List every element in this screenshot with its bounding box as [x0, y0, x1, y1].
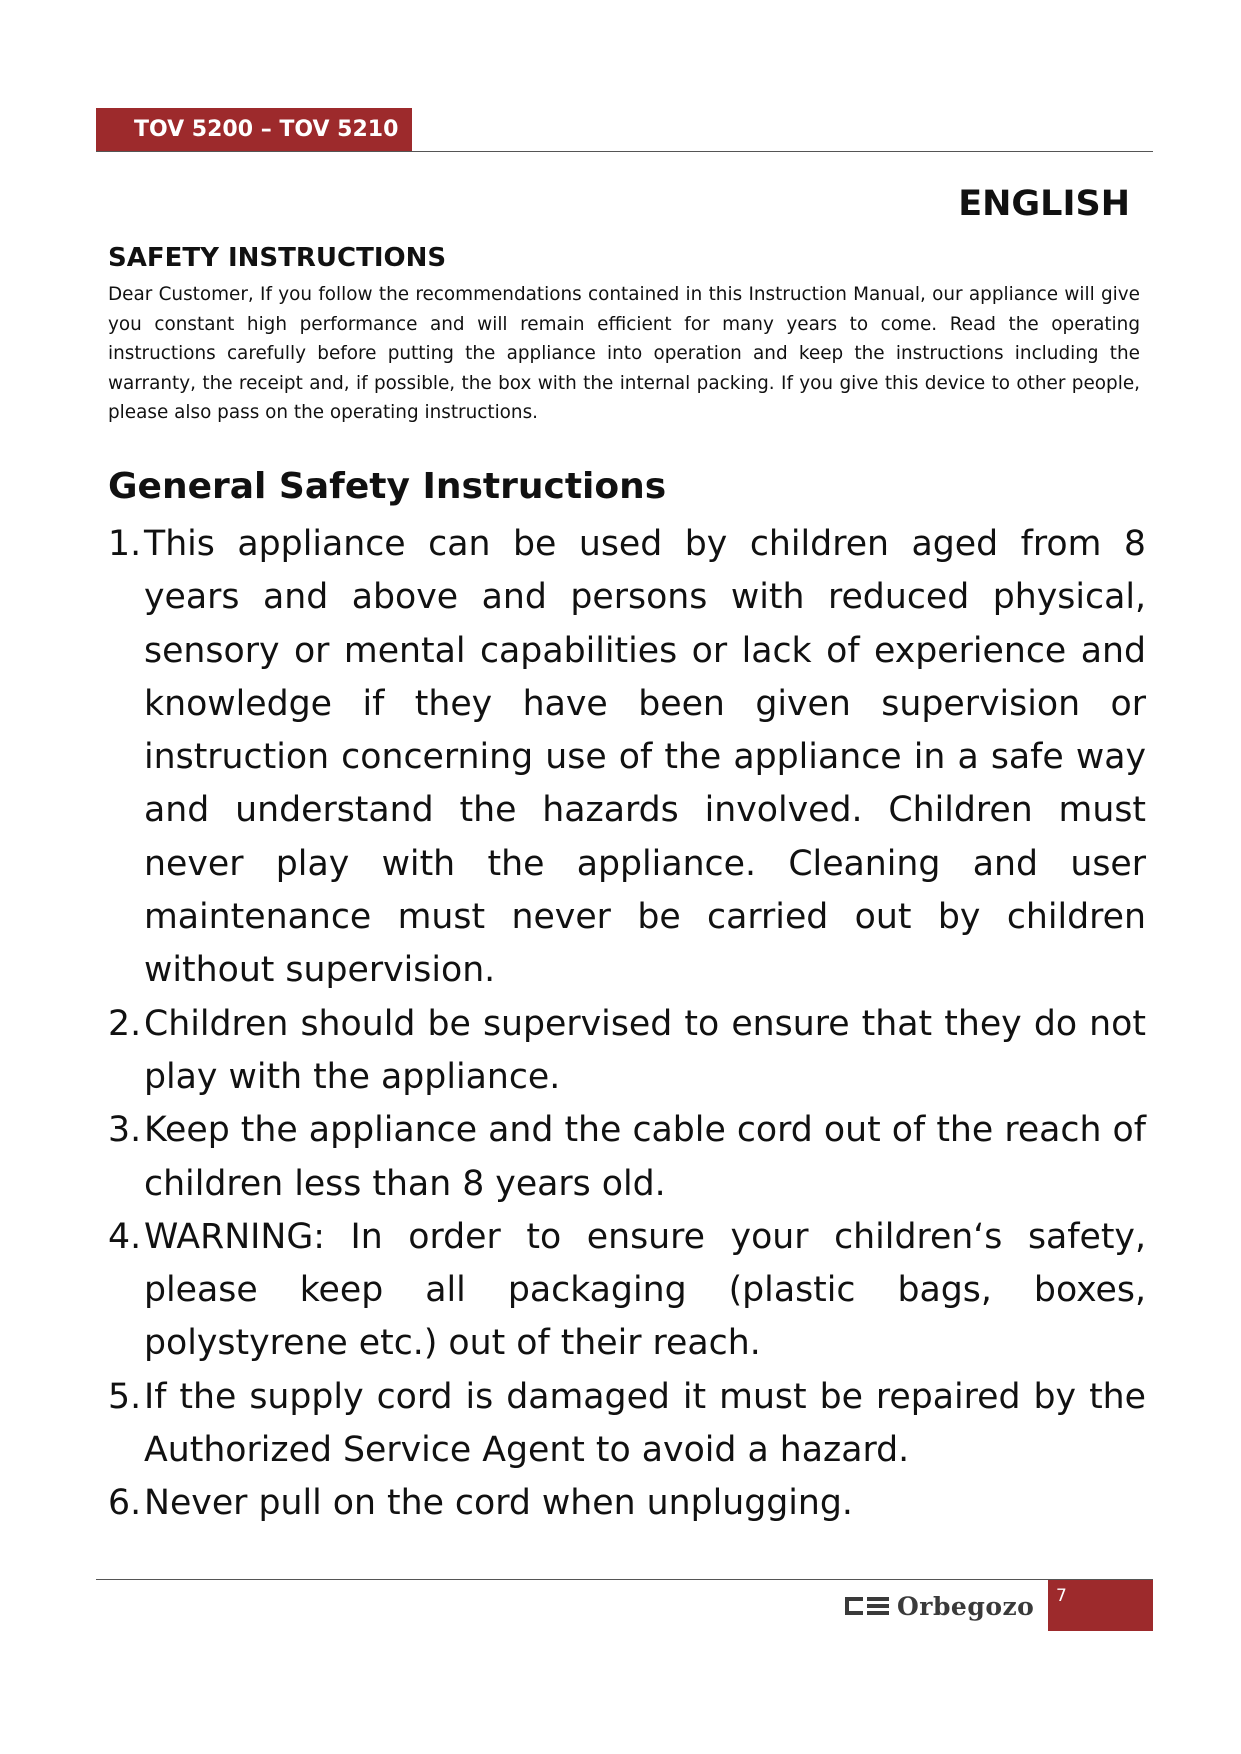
safety-rule-6	[108, 1477, 1146, 1530]
language-heading: ENGLISH	[958, 184, 1130, 224]
safety-rule-5	[108, 1371, 1146, 1478]
safety-rule-1	[108, 518, 1146, 998]
rule-text: If the supply cord is damaged it must be repaired by the Authorized Service Agent to avoid a hazard.	[144, 1376, 1146, 1471]
safety-rule-2	[108, 998, 1146, 1105]
rule-number: 2.	[108, 1003, 142, 1044]
safety-rules-list	[108, 518, 1146, 1531]
brand-mark-icon	[845, 1595, 889, 1617]
page-number-box	[1048, 1580, 1153, 1631]
rule-text: Keep the appliance and the cable cord out of the reach of children less than 8 years old.	[144, 1110, 1146, 1204]
safety-instructions-title: SAFETY INSTRUCTIONS	[108, 243, 447, 273]
rule-text: WARNING: In order to ensure your children‘s safety, please keep all packaging (plastic bags, boxes, polystyrene etc.) out of their reach.	[144, 1216, 1146, 1364]
rule-text: This appliance can be used by children aged from 8 years and above and persons with reduced physical, sensory or mental capabilities or lack of experience and knowledge if they have been given supervision or instruction concerning use of the appliance in a safe way and understand the hazards involved. Children must never play with the appliance. Cleaning and user maintenance must never be carried out by children without supervision.	[144, 524, 1146, 991]
brand-logo	[845, 1591, 1040, 1621]
rule-number: 6.	[108, 1483, 142, 1524]
safety-rule-4	[108, 1211, 1146, 1371]
intro-paragraph: Dear Customer, If you follow the recommendations contained in this Instruction Manual, our appliance will give you constant high performance and will remain efficient for many years to come. Read the operating instructions carefully before putting the appliance into operation and keep the instructions including the warranty, the receipt and, if possible, the box with the internal packing. If you give this device to other people, please also pass on the operating instructions.	[108, 284, 1140, 423]
rule-number: 1.	[108, 524, 142, 564]
safety-rule-3	[108, 1104, 1146, 1211]
page-number: 7	[1056, 1586, 1067, 1606]
rule-text: Never pull on the cord when unplugging.	[144, 1483, 853, 1524]
general-safety-title: General Safety Instructions	[108, 466, 667, 507]
brand-name: Orbegozo	[897, 1591, 1035, 1621]
rule-number: 5.	[108, 1376, 142, 1417]
footer-divider	[96, 1579, 1153, 1580]
rule-text: Children should be supervised to ensure that they do not play with the appliance.	[144, 1003, 1146, 1097]
header-divider	[96, 151, 1153, 152]
rule-number: 4.	[108, 1216, 142, 1257]
model-header-tab: TOV 5200 – TOV 5210	[96, 108, 412, 152]
rule-number: 3.	[108, 1110, 142, 1151]
